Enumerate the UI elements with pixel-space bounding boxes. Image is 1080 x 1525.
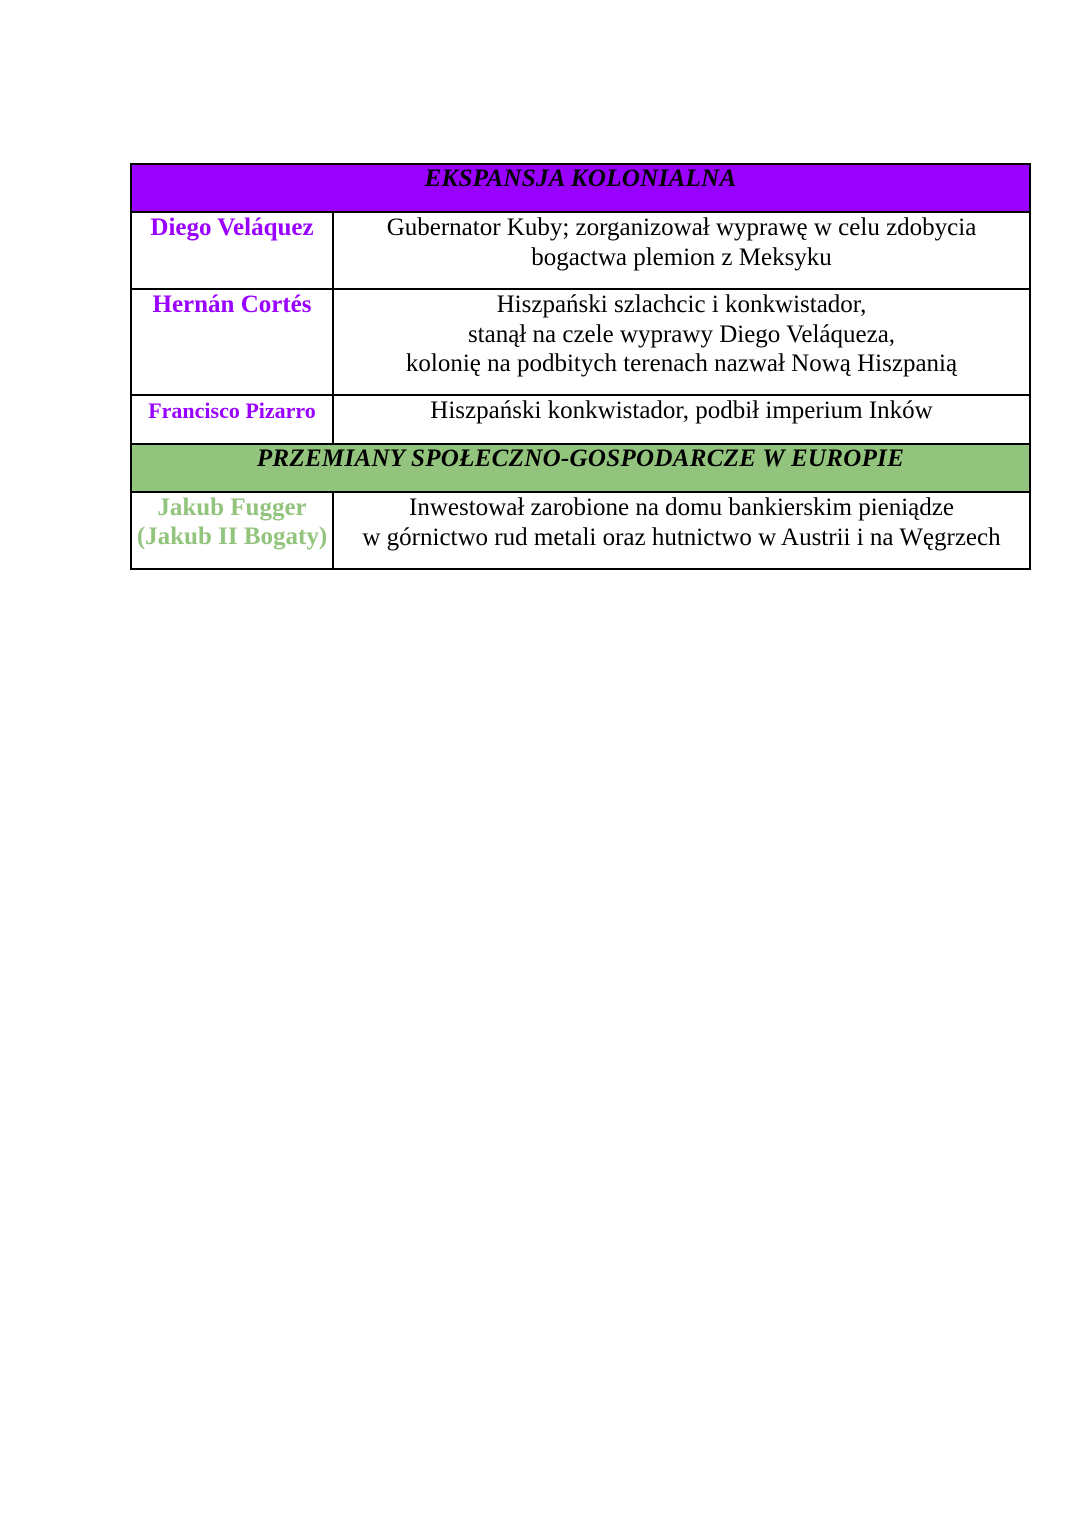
section-header-economy: [131, 444, 1030, 492]
person-name: Hernán Cortés: [131, 289, 333, 395]
person-name-line: (Jakub II Bogaty): [136, 523, 328, 550]
person-description: [333, 289, 1030, 395]
description-line: w górnictwo rud metali oraz hutnictwo w Austrii i na Węgrzech: [362, 523, 1001, 551]
section-header-colonial: [131, 164, 1030, 212]
table-row: [131, 492, 1030, 569]
table-row: [131, 395, 1030, 444]
person-description: [333, 212, 1030, 289]
person-name-line: Jakub Fugger: [157, 494, 307, 521]
description-line: Inwestował zarobione na domu bankierskim pieniądze: [409, 494, 954, 521]
description-line: bogactwa plemion z Meksyku: [531, 243, 832, 271]
description-line: Hiszpański szlachcic i konkwistador,: [496, 291, 867, 318]
table-row: [131, 289, 1030, 395]
description-line: Hiszpański konkwistador, podbił imperium Inków: [430, 397, 933, 424]
person-name: Francisco Pizarro: [131, 395, 333, 444]
description-line: Gubernator Kuby; zorganizował wyprawę w celu zdobycia: [386, 214, 977, 241]
table-row: [131, 212, 1030, 289]
section-title: PRZEMIANY SPOŁECZNO-GOSPODARCZE W EUROPIE: [131, 444, 1030, 492]
history-notes-table: [130, 163, 1031, 570]
person-name: [131, 492, 333, 569]
description-line: stanął na czele wyprawy Diego Veláqueza,: [467, 320, 896, 348]
description-line: kolonię na podbitych terenach nazwał Nową Hiszpanią: [405, 350, 958, 377]
person-description: [333, 492, 1030, 569]
person-name: Diego Veláquez: [131, 212, 333, 289]
section-title: EKSPANSJA KOLONIALNA: [131, 164, 1030, 212]
person-description: [333, 395, 1030, 444]
